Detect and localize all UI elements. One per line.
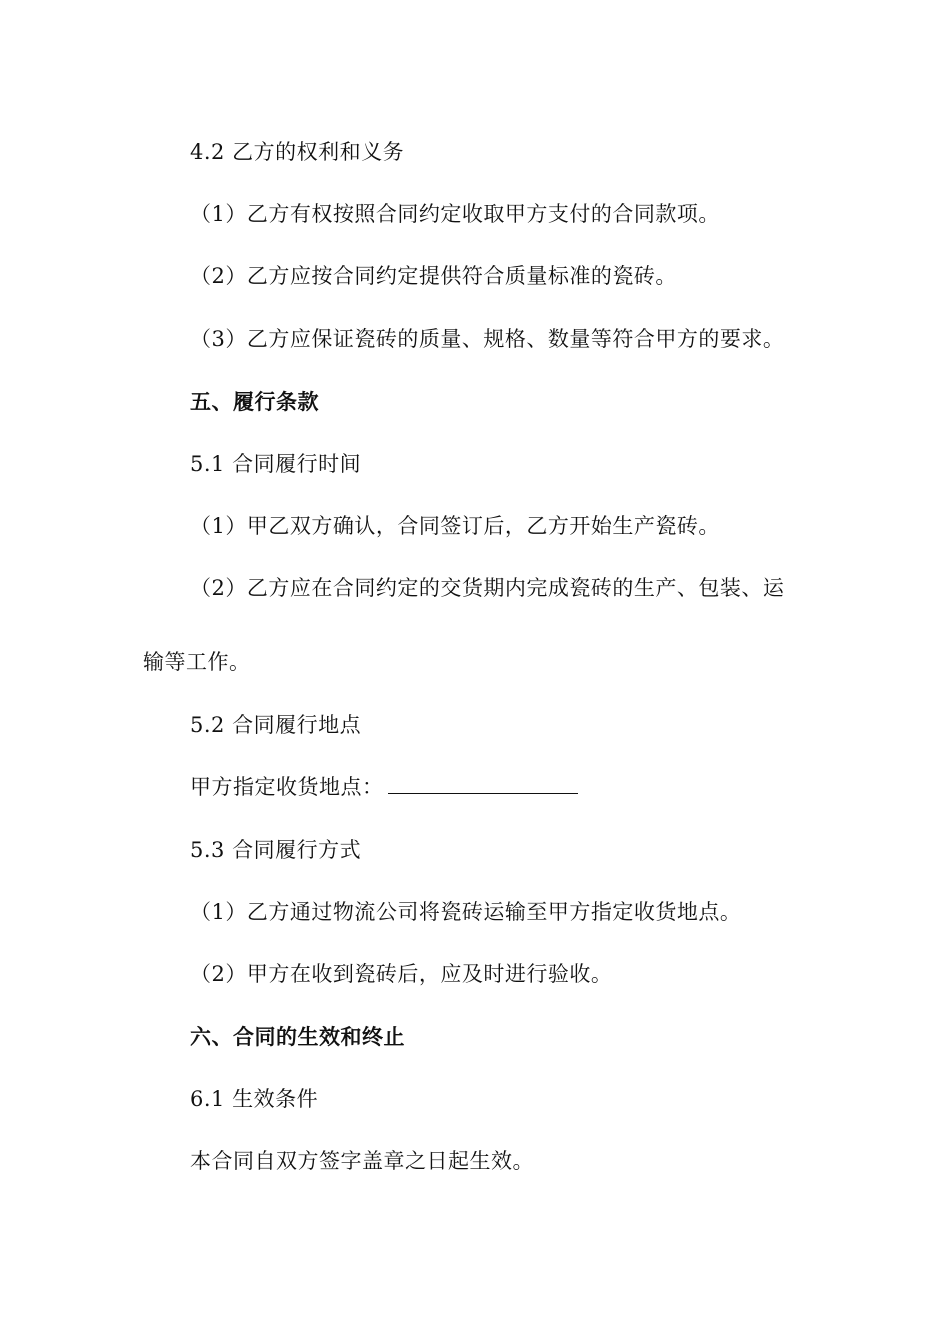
- clause-4-2-item-1: （1）乙方有权按照合同约定收取甲方支付的合同款项。: [190, 202, 720, 226]
- delivery-address-label: 甲方指定收货地点：: [190, 775, 384, 799]
- clause-5-1-item-2-line-1: （2）乙方应在合同约定的交货期内完成瓷砖的生产、包装、运: [190, 576, 785, 600]
- clause-6-1-title: 6.1 生效条件: [190, 1087, 319, 1111]
- section-5-heading: 五、履行条款: [190, 390, 319, 414]
- clause-5-3-item-2: （2）甲方在收到瓷砖后，应及时进行验收。: [190, 962, 613, 986]
- clause-5-3-item-1: （1）乙方通过物流公司将瓷砖运输至甲方指定收货地点。: [190, 900, 742, 924]
- clause-5-1-item-2-line-2: 输等工作。: [143, 650, 251, 674]
- clause-5-1-title: 5.1 合同履行时间: [190, 452, 362, 476]
- delivery-address-blank[interactable]: [388, 773, 578, 794]
- clause-4-2-item-3: （3）乙方应保证瓷砖的质量、规格、数量等符合甲方的要求。: [190, 327, 785, 351]
- clause-6-1-body: 本合同自双方签字盖章之日起生效。: [190, 1149, 534, 1173]
- section-6-heading: 六、合同的生效和终止: [190, 1025, 405, 1049]
- clause-5-3-title: 5.3 合同履行方式: [190, 838, 362, 862]
- delivery-address-row: [190, 773, 578, 801]
- clause-4-2-title: 4.2 乙方的权利和义务: [190, 140, 405, 164]
- clause-4-2-item-2: （2）乙方应按合同约定提供符合质量标准的瓷砖。: [190, 264, 677, 288]
- clause-5-1-item-1: （1）甲乙双方确认，合同签订后，乙方开始生产瓷砖。: [190, 514, 720, 538]
- clause-5-2-title: 5.2 合同履行地点: [190, 713, 362, 737]
